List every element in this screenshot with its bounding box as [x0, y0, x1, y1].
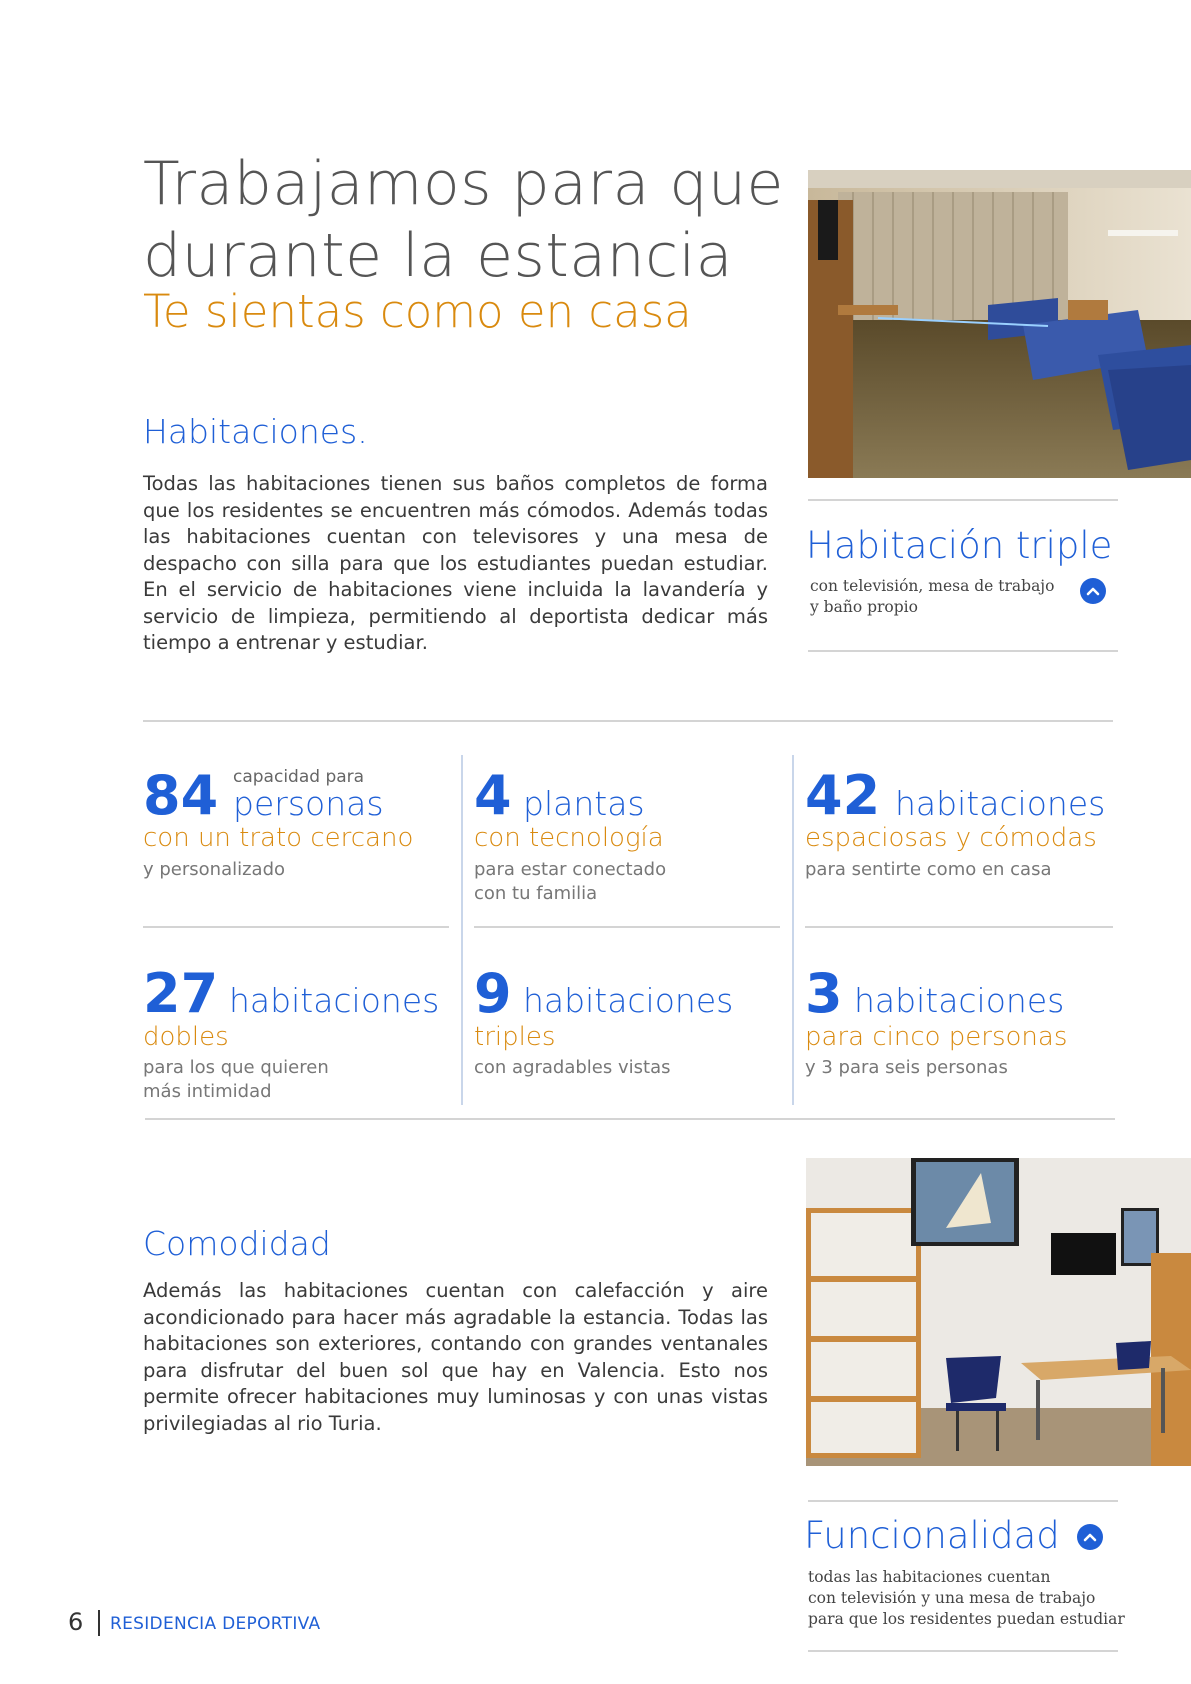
section-heading-habitaciones: Habitaciones.	[143, 412, 368, 451]
footer-label: RESIDENCIA DEPORTIVA	[110, 1614, 321, 1634]
divider	[808, 499, 1118, 501]
photo-study-room	[806, 1158, 1191, 1466]
section-heading-comodidad: Comodidad	[143, 1224, 331, 1263]
stat-grey-line: con agradables vistas	[474, 1057, 671, 1078]
stat-orange-label: con tecnología	[474, 823, 664, 853]
stats-top-divider	[143, 720, 1113, 722]
stat-grey-line: y 3 para seis personas	[805, 1057, 1008, 1078]
stat-number: 3	[805, 962, 843, 1025]
chevron-up-icon[interactable]	[1077, 1524, 1103, 1550]
title-line-1: Trabajamos para que	[143, 149, 784, 219]
stat-number: 4	[474, 764, 512, 827]
stat-grey-text	[805, 858, 1052, 882]
stats-row-divider	[805, 926, 1113, 928]
caption-line: para que los residentes puedan estudiar	[808, 1610, 1125, 1628]
stat-number: 42	[805, 764, 881, 827]
footer-separator	[98, 1610, 100, 1636]
stat-grey-text	[143, 1056, 329, 1104]
stat-big-label: personas	[233, 784, 384, 823]
comodidad-paragraph: Además las habitaciones cuentan con calefacción y aire acondicionado para hacer más agradable la estancia. Todas las habitaciones son exteriores, contando con grandes ventanales para disfrutar del buen sol que hay en Valencia. Esto nos permite ofrecer habitaciones muy luminosas y con unas vistas privilegiadas al rio Turia.	[143, 1279, 768, 1435]
stat-big-label: habitaciones	[229, 981, 440, 1020]
stat-orange-label: dobles	[143, 1022, 229, 1052]
caption-title-triple: Habitación triple	[806, 524, 1113, 567]
caption-line: con televisión, mesa de trabajo	[810, 577, 1055, 595]
stat-grey-text	[474, 858, 666, 906]
caption-text-funcionalidad	[808, 1567, 1125, 1630]
stats-column-divider	[792, 755, 794, 1105]
title-line-2: durante la estancia	[143, 221, 734, 291]
stat-grey-text	[474, 1056, 670, 1080]
stat-grey-line: más intimidad	[143, 1081, 272, 1102]
stat-number: 9	[474, 962, 512, 1025]
caption-line: y baño propio	[810, 598, 918, 616]
divider	[808, 1650, 1118, 1652]
stat-orange-label: triples	[474, 1022, 556, 1052]
stat-big-label: habitaciones	[523, 981, 734, 1020]
stat-grey-line: y personalizado	[143, 859, 286, 880]
stat-grey-text	[143, 858, 285, 882]
caption-line: todas las habitaciones cuentan	[808, 1568, 1051, 1586]
stat-grey-text	[805, 1056, 1008, 1080]
stat-grey-line: para los que quieren	[143, 1057, 329, 1078]
stats-column-divider	[461, 755, 463, 1105]
page-title	[143, 148, 784, 292]
stat-big-label: plantas	[523, 784, 645, 823]
stat-big-label: habitaciones	[895, 784, 1106, 823]
stat-number: 84	[143, 764, 219, 827]
page-number: 6	[68, 1608, 84, 1636]
stat-grey-line: para sentirte como en casa	[805, 859, 1052, 880]
chevron-up-icon[interactable]	[1080, 578, 1106, 604]
divider	[808, 1500, 1118, 1502]
stat-number: 27	[143, 962, 219, 1025]
stat-block	[143, 764, 219, 827]
page-subtitle: Te sientas como en casa	[143, 285, 692, 338]
photo-triple-room	[808, 170, 1191, 478]
stats-bottom-divider	[145, 1118, 1115, 1120]
stat-orange-label: para cinco personas	[805, 1022, 1068, 1052]
stats-row-divider	[143, 926, 449, 928]
stat-orange-label: espaciosas y cómodas	[805, 823, 1097, 853]
habitaciones-paragraph: Todas las habitaciones tienen sus baños completos de forma que los residentes se encuentren más cómodos. Además todas las habitaciones cuentan con televisores y una mesa de despacho con silla para que los estudiantes puedan estudiar. En el servicio de habitaciones viene incluida la lavandería y servicio de limpieza, permitiendo al deportista dedicar más tiempo a entrenar y estudiar.	[143, 472, 768, 654]
divider	[808, 650, 1118, 652]
stats-row-divider	[474, 926, 780, 928]
caption-line: con televisión y una mesa de trabajo	[808, 1589, 1096, 1607]
caption-title-funcionalidad: Funcionalidad	[804, 1514, 1060, 1557]
stat-small-label: capacidad para	[233, 767, 365, 787]
caption-text-triple	[810, 576, 1054, 618]
stat-big-label: habitaciones	[854, 981, 1065, 1020]
stat-grey-line: con tu familia	[474, 883, 598, 904]
stat-grey-line: para estar conectado	[474, 859, 667, 880]
stat-orange-label: con un trato cercano	[143, 823, 414, 853]
